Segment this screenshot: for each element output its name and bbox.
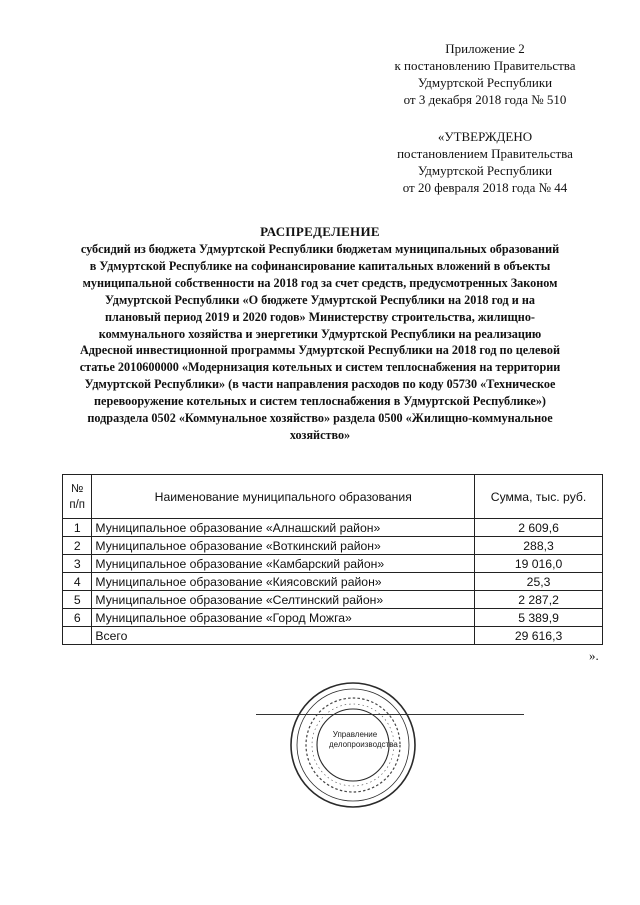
total-number-empty: [63, 627, 92, 645]
row-name: Муниципальное образование «Воткинский район»: [92, 537, 475, 555]
subtitle-line: хозяйство»: [289, 427, 351, 442]
annex-line-4: от 3 декабря 2018 года № 510: [403, 92, 567, 107]
table-row: [63, 609, 603, 627]
subtitle-line: перевооружение котельных и систем теплоснабжения в Удмуртской Республике»): [94, 394, 546, 409]
row-number: 5: [63, 591, 92, 609]
stamp-line-2: делопроизводства: [329, 740, 398, 749]
row-sum: 288,3: [475, 537, 603, 555]
subtitle-line: статье 2010600000 «Модернизация котельных и систем теплоснабжения на территории: [79, 360, 561, 375]
row-sum: 25,3: [475, 573, 603, 591]
row-sum: 2 287,2: [475, 591, 603, 609]
table-row: [63, 555, 603, 573]
table-row: [63, 573, 603, 591]
approval-line-4: от 20 февраля 2018 года № 44: [402, 180, 568, 195]
row-number: 3: [63, 555, 92, 573]
row-number: 2: [63, 537, 92, 555]
header-name: Наименование муниципального образования: [92, 475, 475, 519]
table-row: [63, 591, 603, 609]
stamp-line-1: Управление: [332, 730, 378, 739]
row-name: Муниципальное образование «Алнашский район»: [92, 519, 475, 537]
stamp-text: [329, 730, 398, 750]
table-header-row: [63, 475, 603, 519]
subtitle-line: коммунального хозяйства и энергетики Удмуртской Республики на реализацию: [98, 326, 542, 341]
subtitle-line: Удмуртской Республики «О бюджете Удмуртской Республики на 2018 год и на: [105, 292, 535, 307]
approval-line-1: «УТВЕРЖДЕНО: [437, 129, 533, 144]
header-number-line-1: №: [71, 482, 84, 495]
row-name: Муниципальное образование «Селтинский район»: [92, 591, 475, 609]
subtitle-line: подраздела 0502 «Коммунальное хозяйство» раздела 0500 «Жилищно-коммунальное: [87, 411, 553, 426]
distribution-table: [62, 474, 603, 645]
document-title: РАСПРЕДЕЛЕНИЕ: [260, 224, 380, 239]
document-subtitle: [60, 241, 580, 444]
approval-line-3: Удмуртской Республики: [417, 163, 553, 178]
total-sum: 29 616,3: [475, 627, 603, 645]
row-number: 6: [63, 609, 92, 627]
subtitle-line: Адресной инвестиционной программы Удмуртской Республики на 2018 год по целевой: [80, 343, 560, 358]
header-sum: Сумма, тыс. руб.: [475, 475, 603, 519]
row-sum: 2 609,6: [475, 519, 603, 537]
row-name: Муниципальное образование «Город Можга»: [92, 609, 475, 627]
subtitle-line: субсидий из бюджета Удмуртской Республики бюджетам муниципальных образований: [80, 242, 560, 256]
header-number-line-2: п/п: [69, 498, 86, 511]
annex-line-3: Удмуртской Республики: [417, 75, 553, 90]
subtitle-line: в Удмуртской Республике на софинансирование капитальных вложений в объекты: [89, 258, 551, 273]
row-name: Муниципальное образование «Камбарский район»: [92, 555, 475, 573]
table-row: [63, 519, 603, 537]
row-number: 1: [63, 519, 92, 537]
row-name: Муниципальное образование «Киясовский район»: [92, 573, 475, 591]
annex-line-2: к постановлению Правительства: [394, 58, 576, 73]
row-sum: 19 016,0: [475, 555, 603, 573]
approval-header: [370, 128, 600, 196]
table-total-row: [63, 627, 603, 645]
header-number: [63, 475, 92, 519]
subtitle-line: Удмуртской Республики» (в части направления расходов по коду 05730 «Техническое: [84, 377, 556, 392]
table-row: [63, 537, 603, 555]
row-number: 4: [63, 573, 92, 591]
subtitle-line: плановый период 2019 и 2020 годов» Министерству строительства, жилищно-: [104, 309, 535, 324]
total-label: Всего: [92, 627, 475, 645]
approval-line-2: постановлением Правительства: [397, 146, 573, 161]
closing-quote-mark: ».: [589, 648, 599, 663]
subtitle-line: муниципальной собственности на 2018 год за счет средств, предусмотренных Законом: [82, 275, 558, 290]
annex-header: [375, 40, 595, 108]
annex-line-1: Приложение 2: [445, 41, 525, 56]
row-sum: 5 389,9: [475, 609, 603, 627]
